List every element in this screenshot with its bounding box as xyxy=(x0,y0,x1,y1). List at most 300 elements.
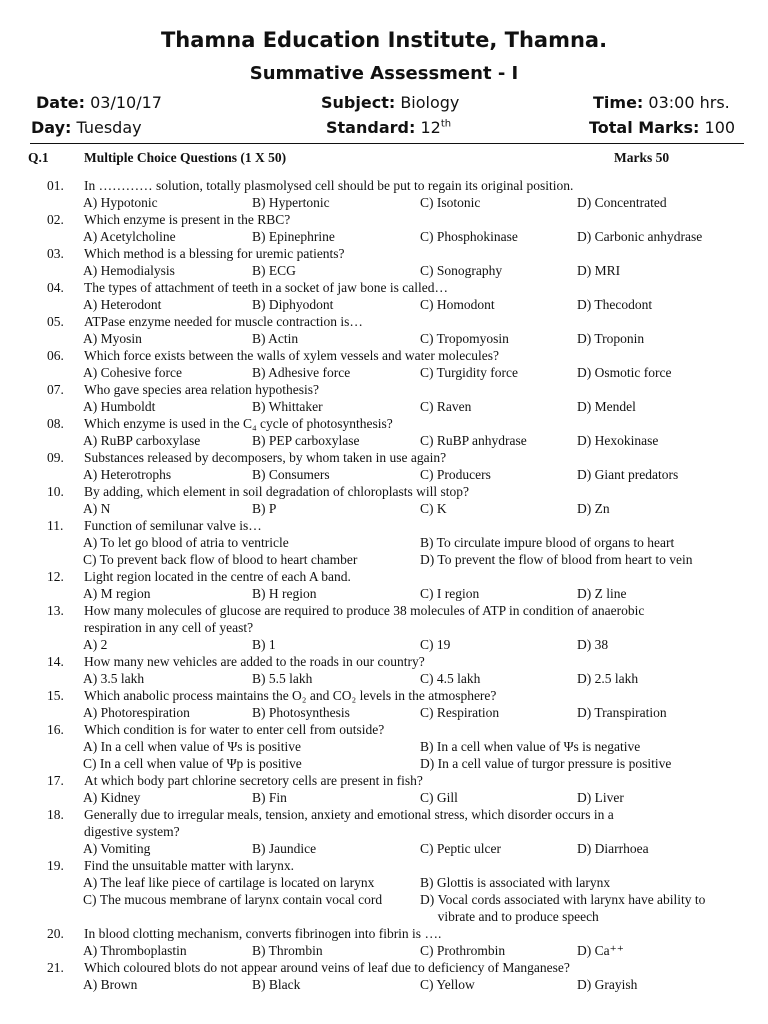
section-title: Multiple Choice Questions (1 X 50) xyxy=(84,150,287,165)
option-text: The leaf like piece of cartilage is located on larynx xyxy=(100,875,375,890)
question-item xyxy=(0,313,768,347)
answer-option xyxy=(420,670,480,687)
answer-option xyxy=(83,840,150,857)
option-text: Diarrhoea xyxy=(594,841,649,856)
option-text: RuBP anhydrase xyxy=(436,433,527,448)
option-letter: B) xyxy=(252,586,266,601)
question-item xyxy=(0,449,768,483)
question-line xyxy=(0,177,768,194)
option-text: Hypertonic xyxy=(268,195,330,210)
standard-value: 12 xyxy=(420,118,441,137)
question-item xyxy=(0,517,768,568)
header-divider xyxy=(30,143,744,144)
option-letter: D) xyxy=(577,399,592,414)
time-label: Time: xyxy=(593,93,644,112)
answer-option xyxy=(420,738,640,755)
answer-option xyxy=(420,891,728,925)
option-letter: C) xyxy=(420,331,434,346)
option-letter: C) xyxy=(420,433,434,448)
options-row xyxy=(0,432,768,449)
question-line xyxy=(0,245,768,262)
question-line xyxy=(0,211,768,228)
option-text: Photosynthesis xyxy=(268,705,350,720)
answer-option xyxy=(577,228,702,245)
time-value: 03:00 hrs. xyxy=(648,93,730,112)
question-number: 13. xyxy=(47,603,64,618)
answer-option xyxy=(83,500,110,517)
option-text: Grayish xyxy=(594,977,638,992)
answer-option xyxy=(577,585,627,602)
answer-option xyxy=(577,704,667,721)
option-letter: B) xyxy=(252,943,266,958)
options-row xyxy=(0,636,768,653)
answer-option xyxy=(577,194,667,211)
option-letter: C) xyxy=(420,297,434,312)
answer-option xyxy=(420,942,505,959)
option-letter: C) xyxy=(83,892,97,907)
option-letter: A) xyxy=(83,586,98,601)
option-text: To prevent the flow of blood from heart to vein xyxy=(437,552,693,567)
answer-option xyxy=(252,228,335,245)
options-row xyxy=(0,755,768,772)
question-line xyxy=(0,517,768,534)
option-letter: A) xyxy=(83,331,98,346)
answer-option xyxy=(577,262,620,279)
answer-option xyxy=(420,296,495,313)
options-row xyxy=(0,228,768,245)
option-letter: C) xyxy=(420,501,434,516)
option-letter: B) xyxy=(252,501,266,516)
answer-option xyxy=(252,670,312,687)
option-text: Jaundice xyxy=(268,841,317,856)
answer-option xyxy=(577,330,644,347)
answer-option xyxy=(577,840,649,857)
option-text: P xyxy=(268,501,277,516)
option-letter: C) xyxy=(420,229,434,244)
option-text: Epinephrine xyxy=(268,229,335,244)
option-letter: A) xyxy=(83,399,98,414)
answer-option xyxy=(577,432,658,449)
question-line xyxy=(0,449,768,466)
question-line xyxy=(0,721,768,738)
option-text: 19 xyxy=(436,637,451,652)
answer-option xyxy=(83,755,302,772)
option-letter: C) xyxy=(420,841,434,856)
question-text: Generally due to irregular meals, tension, anxiety and emotional stress, which disorder occurs in a xyxy=(84,807,614,822)
question-item xyxy=(0,653,768,687)
question-number: 21. xyxy=(47,960,64,975)
option-letter: D) xyxy=(577,433,592,448)
options-row xyxy=(0,398,768,415)
option-letter: C) xyxy=(420,399,434,414)
option-text: Fin xyxy=(268,790,287,805)
answer-option xyxy=(252,466,330,483)
options-row xyxy=(0,789,768,806)
option-text: Photorespiration xyxy=(100,705,190,720)
option-letter: C) xyxy=(420,637,434,652)
answer-option xyxy=(420,551,693,568)
question-text: Who gave species area relation hypothesis? xyxy=(84,382,320,397)
option-letter: C) xyxy=(420,263,434,278)
option-text: 2.5 lakh xyxy=(594,671,639,686)
question-text: respiration in any cell of yeast? xyxy=(84,620,254,635)
option-text: Turgidity force xyxy=(436,365,519,380)
question-item xyxy=(0,415,768,449)
answer-option xyxy=(577,789,624,806)
option-letter: B) xyxy=(420,875,434,890)
answer-option xyxy=(83,874,374,891)
answer-option xyxy=(83,976,137,993)
answer-option xyxy=(420,704,499,721)
option-text: 38 xyxy=(594,637,609,652)
question-text: In ………… solution, totally plasmolysed cell should be put to regain its original position. xyxy=(84,178,574,193)
answer-option xyxy=(252,296,333,313)
option-letter: D) xyxy=(577,977,592,992)
options-row xyxy=(0,500,768,517)
answer-option xyxy=(252,942,323,959)
option-letter: D) xyxy=(420,552,435,567)
question-list xyxy=(0,177,768,993)
answer-option xyxy=(420,840,501,857)
question-line xyxy=(0,772,768,789)
option-text: The mucous membrane of larynx contain vocal cord xyxy=(99,892,383,907)
option-text: Transpiration xyxy=(594,705,667,720)
question-text: Which enzyme is present in the RBC? xyxy=(84,212,291,227)
question-text: By adding, which element in soil degradation of chloroplasts will stop? xyxy=(84,484,470,499)
question-text: Which force exists between the walls of xylem vessels and water molecules? xyxy=(84,348,499,363)
option-letter: D) xyxy=(577,586,592,601)
option-letter: B) xyxy=(252,331,266,346)
option-text: Osmotic force xyxy=(594,365,672,380)
option-letter: C) xyxy=(420,790,434,805)
option-letter: D) xyxy=(577,790,592,805)
standard-label: Standard: xyxy=(326,118,416,137)
option-text: 2 xyxy=(100,637,108,652)
option-letter: D) xyxy=(577,229,592,244)
answer-option xyxy=(252,789,287,806)
options-row xyxy=(0,670,768,687)
option-text: Adhesive force xyxy=(268,365,351,380)
option-letter: D) xyxy=(577,501,592,516)
date-value: 03/10/17 xyxy=(90,93,162,112)
question-number: 18. xyxy=(47,807,64,822)
question-number: 14. xyxy=(47,654,64,669)
option-text: Glottis is associated with larynx xyxy=(436,875,611,890)
option-letter: D) xyxy=(577,637,592,652)
question-item xyxy=(0,857,768,925)
answer-option xyxy=(420,755,671,772)
option-text: Hypotonic xyxy=(100,195,158,210)
option-text: Liver xyxy=(594,790,624,805)
option-letter: B) xyxy=(252,433,266,448)
question-number: 02. xyxy=(47,212,64,227)
option-letter: A) xyxy=(83,535,98,550)
option-letter: A) xyxy=(83,943,98,958)
option-letter: A) xyxy=(83,841,98,856)
answer-option xyxy=(252,364,350,381)
total-marks-label: Total Marks: xyxy=(589,118,700,137)
option-text: In a cell value of turgor pressure is positive xyxy=(437,756,672,771)
question-line xyxy=(0,279,768,296)
option-letter: A) xyxy=(83,263,98,278)
option-text: Zn xyxy=(594,501,610,516)
question-item xyxy=(0,347,768,381)
question-item xyxy=(0,245,768,279)
question-item xyxy=(0,483,768,517)
question-line xyxy=(0,415,768,432)
option-text: Producers xyxy=(436,467,491,482)
question-number: 15. xyxy=(47,688,64,703)
answer-option xyxy=(83,704,190,721)
option-letter: A) xyxy=(83,671,98,686)
option-letter: B) xyxy=(252,637,266,652)
option-text: Vomiting xyxy=(100,841,151,856)
options-row xyxy=(0,551,768,568)
total-marks-value: 100 xyxy=(704,118,736,137)
option-letter: D) xyxy=(577,671,592,686)
question-line xyxy=(0,653,768,670)
options-row xyxy=(0,364,768,381)
question-number: 17. xyxy=(47,773,64,788)
option-text: To let go blood of atria to ventricle xyxy=(100,535,289,550)
option-text: Yellow xyxy=(436,977,475,992)
option-letter: A) xyxy=(83,977,98,992)
exam-title: Summative Assessment - I xyxy=(249,63,519,84)
question-text: Which anabolic process maintains the O₂ and CO₂ levels in the atmosphere? xyxy=(84,688,497,703)
option-text: Troponin xyxy=(594,331,645,346)
answer-option xyxy=(420,364,518,381)
option-text: Prothrombin xyxy=(436,943,506,958)
option-text: Homodont xyxy=(436,297,495,312)
option-text: Thromboplastin xyxy=(100,943,187,958)
option-letter: A) xyxy=(83,875,98,890)
option-letter: D) xyxy=(577,331,592,346)
question-number: 01. xyxy=(47,178,64,193)
option-text: Thecodont xyxy=(594,297,653,312)
option-text: Cohesive force xyxy=(100,365,182,380)
answer-option xyxy=(420,976,475,993)
option-letter: D) xyxy=(577,195,592,210)
option-text: Kidney xyxy=(100,790,141,805)
option-letter: B) xyxy=(420,739,434,754)
answer-option xyxy=(420,500,447,517)
option-text: Z line xyxy=(594,586,627,601)
options-row xyxy=(0,874,768,891)
question-line xyxy=(0,925,768,942)
standard-field xyxy=(326,118,451,137)
option-text: Gill xyxy=(436,790,458,805)
option-letter: D) xyxy=(577,943,592,958)
option-text: Myosin xyxy=(100,331,142,346)
option-text: 1 xyxy=(268,637,276,652)
question-line xyxy=(0,483,768,500)
question-item xyxy=(0,925,768,959)
answer-option xyxy=(420,194,480,211)
option-letter: D) xyxy=(577,365,592,380)
option-text: Phosphokinase xyxy=(436,229,518,244)
section-number: Q.1 xyxy=(28,150,49,165)
answer-option xyxy=(252,636,276,653)
option-text: Carbonic anhydrase xyxy=(594,229,703,244)
option-text: ECG xyxy=(268,263,296,278)
question-line xyxy=(0,568,768,585)
question-text: digestive system? xyxy=(84,824,180,839)
question-item xyxy=(0,721,768,772)
option-letter: A) xyxy=(83,739,98,754)
question-line xyxy=(0,313,768,330)
question-text: How many molecules of glucose are required to produce 38 molecules of ATP in condition of anaerobic xyxy=(84,603,645,618)
question-text: Which method is a blessing for uremic patients? xyxy=(84,246,345,261)
option-text: MRI xyxy=(594,263,621,278)
question-line xyxy=(0,823,768,840)
question-number: 19. xyxy=(47,858,64,873)
question-number: 03. xyxy=(47,246,64,261)
option-text: Mendel xyxy=(594,399,636,414)
question-number: 05. xyxy=(47,314,64,329)
question-text: Which enzyme is used in the C₄ cycle of photosynthesis? xyxy=(84,416,393,431)
option-text: Concentrated xyxy=(594,195,667,210)
option-text: Raven xyxy=(436,399,472,414)
option-text: In a cell when value of Ψp is positive xyxy=(99,756,302,771)
date-field xyxy=(36,93,162,112)
answer-option xyxy=(577,636,608,653)
question-text: Light region located in the centre of each A band. xyxy=(84,569,351,584)
option-letter: D) xyxy=(420,892,435,907)
option-text: Vocal cords associated with larynx have ability to vibrate and to produce speech xyxy=(437,892,706,924)
option-text: Diphyodont xyxy=(268,297,334,312)
question-number: 09. xyxy=(47,450,64,465)
option-letter: B) xyxy=(252,790,266,805)
options-row xyxy=(0,840,768,857)
option-letter: A) xyxy=(83,433,98,448)
options-row xyxy=(0,585,768,602)
question-number: 06. xyxy=(47,348,64,363)
option-letter: D) xyxy=(577,263,592,278)
question-line xyxy=(0,347,768,364)
question-number: 04. xyxy=(47,280,64,295)
question-text: How many new vehicles are added to the roads in our country? xyxy=(84,654,425,669)
options-row xyxy=(0,704,768,721)
option-text: H region xyxy=(268,586,317,601)
answer-option xyxy=(577,976,637,993)
answer-option xyxy=(252,330,298,347)
answer-option xyxy=(252,262,296,279)
option-text: In a cell when value of Ψs is negative xyxy=(436,739,641,754)
option-letter: D) xyxy=(577,467,592,482)
option-letter: A) xyxy=(83,365,98,380)
answer-option xyxy=(577,364,671,381)
option-text: Consumers xyxy=(268,467,330,482)
option-text: Hemodialysis xyxy=(100,263,175,278)
option-text: Giant predators xyxy=(594,467,679,482)
question-text: Which condition is for water to enter cell from outside? xyxy=(84,722,385,737)
option-letter: B) xyxy=(420,535,434,550)
answer-option xyxy=(83,398,155,415)
option-letter: B) xyxy=(252,263,266,278)
answer-option xyxy=(83,296,161,313)
option-text: To circulate impure blood of organs to heart xyxy=(436,535,675,550)
answer-option xyxy=(83,636,107,653)
option-letter: C) xyxy=(420,943,434,958)
option-letter: D) xyxy=(577,841,592,856)
answer-option xyxy=(83,891,410,908)
option-text: K xyxy=(436,501,447,516)
question-text: ATPase enzyme needed for muscle contraction is… xyxy=(84,314,363,329)
day-field xyxy=(31,118,142,137)
option-letter: B) xyxy=(252,365,266,380)
option-letter: D) xyxy=(577,705,592,720)
question-number: 16. xyxy=(47,722,64,737)
option-text: Hexokinase xyxy=(594,433,659,448)
option-text: Respiration xyxy=(436,705,500,720)
time-field xyxy=(593,93,730,112)
question-item xyxy=(0,806,768,857)
answer-option xyxy=(577,398,636,415)
question-item xyxy=(0,959,768,993)
option-text: 3.5 lakh xyxy=(100,671,145,686)
standard-suffix: th xyxy=(440,118,452,130)
day-value: Tuesday xyxy=(76,118,142,137)
option-letter: D) xyxy=(420,756,435,771)
question-item xyxy=(0,381,768,415)
option-letter: C) xyxy=(420,586,434,601)
answer-option xyxy=(420,585,479,602)
question-line xyxy=(0,619,768,636)
answer-option xyxy=(252,500,276,517)
question-number: 20. xyxy=(47,926,64,941)
subject-value: Biology xyxy=(400,93,460,112)
option-letter: B) xyxy=(252,671,266,686)
day-label: Day: xyxy=(31,118,72,137)
option-text: In a cell when value of Ψs is positive xyxy=(100,739,302,754)
question-item xyxy=(0,279,768,313)
question-item xyxy=(0,602,768,653)
answer-option xyxy=(83,534,289,551)
question-line xyxy=(0,806,768,823)
option-text: Whittaker xyxy=(268,399,323,414)
option-text: To prevent back flow of blood to heart chamber xyxy=(99,552,358,567)
options-row xyxy=(0,534,768,551)
option-letter: B) xyxy=(252,399,266,414)
options-row xyxy=(0,262,768,279)
option-letter: A) xyxy=(83,790,98,805)
answer-option xyxy=(83,364,182,381)
option-text: Sonography xyxy=(436,263,503,278)
answer-option xyxy=(420,534,674,551)
option-letter: D) xyxy=(577,297,592,312)
option-letter: B) xyxy=(252,195,266,210)
question-line xyxy=(0,857,768,874)
options-row xyxy=(0,942,768,959)
answer-option xyxy=(420,432,527,449)
option-letter: B) xyxy=(252,297,266,312)
total-marks-field xyxy=(589,118,735,137)
answer-option xyxy=(83,262,175,279)
option-text: Actin xyxy=(268,331,299,346)
option-letter: C) xyxy=(420,977,434,992)
option-letter: A) xyxy=(83,501,98,516)
question-number: 08. xyxy=(47,416,64,431)
question-text: Substances released by decomposers, by whom taken in use again? xyxy=(84,450,447,465)
answer-option xyxy=(420,636,450,653)
option-text: I region xyxy=(436,586,480,601)
options-row xyxy=(0,738,768,755)
answer-option xyxy=(252,194,330,211)
answer-option xyxy=(420,789,458,806)
answer-option xyxy=(577,942,624,959)
question-text: Which coloured blots do not appear around veins of leaf due to deficiency of Manganese? xyxy=(84,960,570,975)
option-text: Humboldt xyxy=(100,399,156,414)
